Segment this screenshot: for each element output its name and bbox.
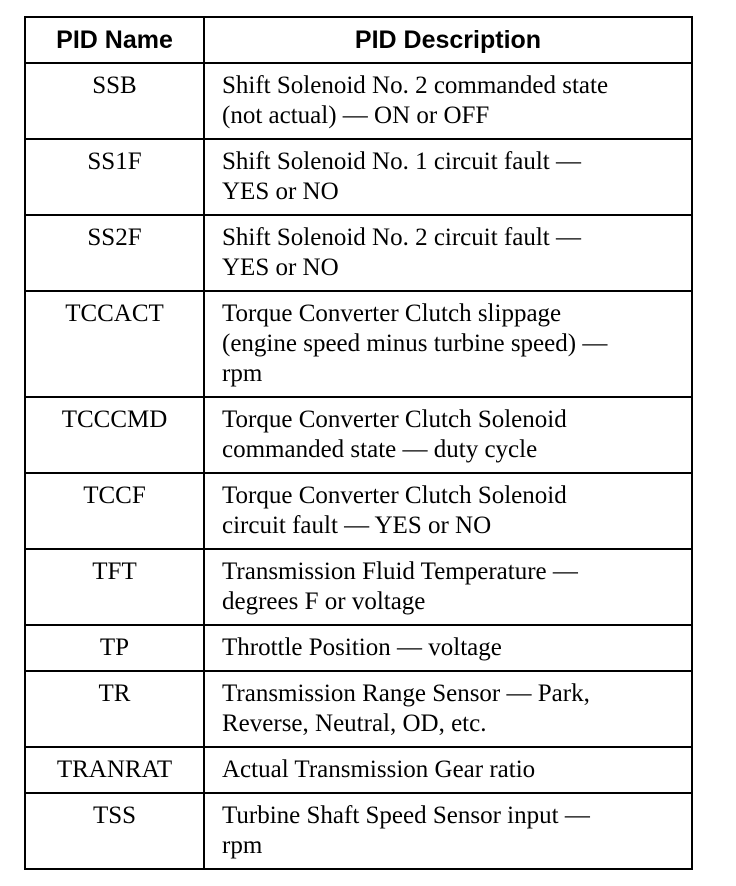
table-row bbox=[25, 291, 692, 397]
pid-description-line: Shift Solenoid No. 2 circuit fault — YES or NO bbox=[222, 224, 581, 281]
table-row bbox=[25, 215, 692, 291]
pid-name-cell: TCCF bbox=[25, 473, 204, 549]
pid-name-cell: TSS bbox=[25, 793, 204, 869]
pid-description-line: Transmission Fluid Temperature — degrees F or voltage bbox=[222, 558, 578, 615]
table-row bbox=[25, 793, 692, 869]
table-row bbox=[25, 397, 692, 473]
pid-description-cell bbox=[204, 671, 692, 747]
pid-description-line: Torque Converter Clutch Solenoid commanded state — duty cycle bbox=[222, 406, 567, 463]
pid-name-cell: TFT bbox=[25, 549, 204, 625]
pid-description-cell bbox=[204, 473, 692, 549]
pid-name-cell: TCCACT bbox=[25, 291, 204, 397]
pid-description-cell bbox=[204, 139, 692, 215]
pid-name-cell: TP bbox=[25, 625, 204, 671]
table-row bbox=[25, 671, 692, 747]
table-body bbox=[25, 63, 692, 869]
table-row bbox=[25, 139, 692, 215]
pid-description-line: Transmission Range Sensor — Park, Reverse, Neutral, OD, etc. bbox=[222, 680, 590, 737]
table-row bbox=[25, 625, 692, 671]
column-header-pid-name: PID Name bbox=[25, 17, 204, 63]
header-row bbox=[25, 17, 692, 63]
table-row bbox=[25, 473, 692, 549]
pid-description-line: Shift Solenoid No. 2 commanded state (not actual) — ON or OFF bbox=[222, 72, 609, 129]
pid-name-cell: TR bbox=[25, 671, 204, 747]
pid-name-cell: SS1F bbox=[25, 139, 204, 215]
pid-description-line: Torque Converter Clutch Solenoid circuit fault — YES or NO bbox=[222, 482, 567, 539]
pid-description-cell bbox=[204, 291, 692, 397]
pid-description-cell: Actual Transmission Gear ratio bbox=[204, 747, 692, 793]
pid-table bbox=[24, 16, 693, 870]
pid-description-cell bbox=[204, 215, 692, 291]
pid-description-cell bbox=[204, 397, 692, 473]
pid-description-line: Shift Solenoid No. 1 circuit fault — YES or NO bbox=[222, 148, 581, 205]
pid-description-cell bbox=[204, 793, 692, 869]
table-row bbox=[25, 549, 692, 625]
pid-name-cell: SS2F bbox=[25, 215, 204, 291]
pid-description-cell bbox=[204, 549, 692, 625]
pid-description-cell bbox=[204, 63, 692, 139]
pid-description-line: Turbine Shaft Speed Sensor input — rpm bbox=[222, 802, 590, 859]
table-row bbox=[25, 63, 692, 139]
pid-name-cell: TCCCMD bbox=[25, 397, 204, 473]
column-header-pid-description: PID Description bbox=[204, 17, 692, 63]
pid-description-cell: Throttle Position — voltage bbox=[204, 625, 692, 671]
pid-name-cell: TRANRAT bbox=[25, 747, 204, 793]
pid-description-line: Torque Converter Clutch slippage (engine speed minus turbine speed) — rpm bbox=[222, 300, 608, 387]
table-row bbox=[25, 747, 692, 793]
pid-name-cell: SSB bbox=[25, 63, 204, 139]
table-header bbox=[25, 17, 692, 63]
